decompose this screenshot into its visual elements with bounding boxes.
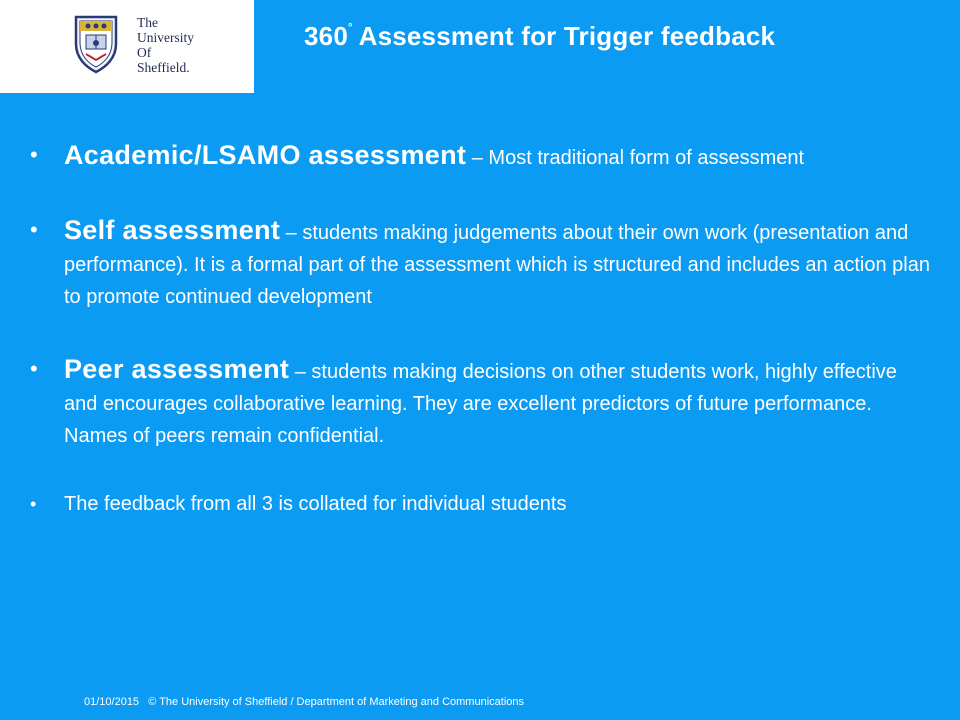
bullet-dot-icon: • (30, 494, 37, 514)
bullet-text: The feedback from all 3 is collated for individual students (64, 493, 567, 515)
bullet-lead: Peer assessment (64, 354, 290, 384)
bullet-self-assessment (30, 212, 930, 313)
bullet-dash: – (280, 222, 303, 244)
title-degree: ° (347, 22, 353, 35)
bullet-feedback-collated (30, 488, 930, 520)
footer-copyright: © The University of Sheffield / Department of Marketing and Communications (148, 696, 524, 708)
logo-line-2: University (137, 30, 194, 45)
bullet-text: Most traditional form of assessment (488, 147, 805, 169)
bullet-lead: Academic/LSAMO assessment (64, 140, 467, 170)
university-crest-icon (72, 14, 120, 74)
bullet-dash: – (289, 361, 312, 383)
bullet-dot-icon: • (30, 217, 38, 242)
bullet-academic-assessment (30, 137, 930, 174)
university-wordmark (137, 15, 194, 75)
title-number: 360 (304, 21, 348, 51)
bullet-dot-icon: • (30, 142, 38, 167)
logo-line-4: Sheffield. (137, 60, 190, 75)
logo-line-1: The (137, 15, 158, 30)
bullet-text: students making decisions on other students work, highly effective and encourages collaborative learning. They are excellent predictors of future performance. Names of peers remain confidential. (64, 361, 897, 447)
title-text: Assessment for Trigger feedback (358, 21, 776, 51)
bullet-text: students making judgements about their own work (presentation and performance). It is a formal part of the assessment which is structured and includes an action plan to promote continued development (64, 222, 930, 308)
bullet-dot-icon: • (30, 356, 38, 381)
bullet-dash: – (466, 147, 489, 169)
bullet-list (30, 137, 930, 520)
slide-title (304, 21, 775, 52)
footer-date: 01/10/2015 (84, 696, 140, 708)
logo-line-3: Of (137, 45, 152, 60)
bullet-lead: Self assessment (64, 215, 281, 245)
university-logo (0, 0, 254, 93)
bullet-peer-assessment (30, 351, 930, 452)
slide-footer (84, 696, 524, 708)
